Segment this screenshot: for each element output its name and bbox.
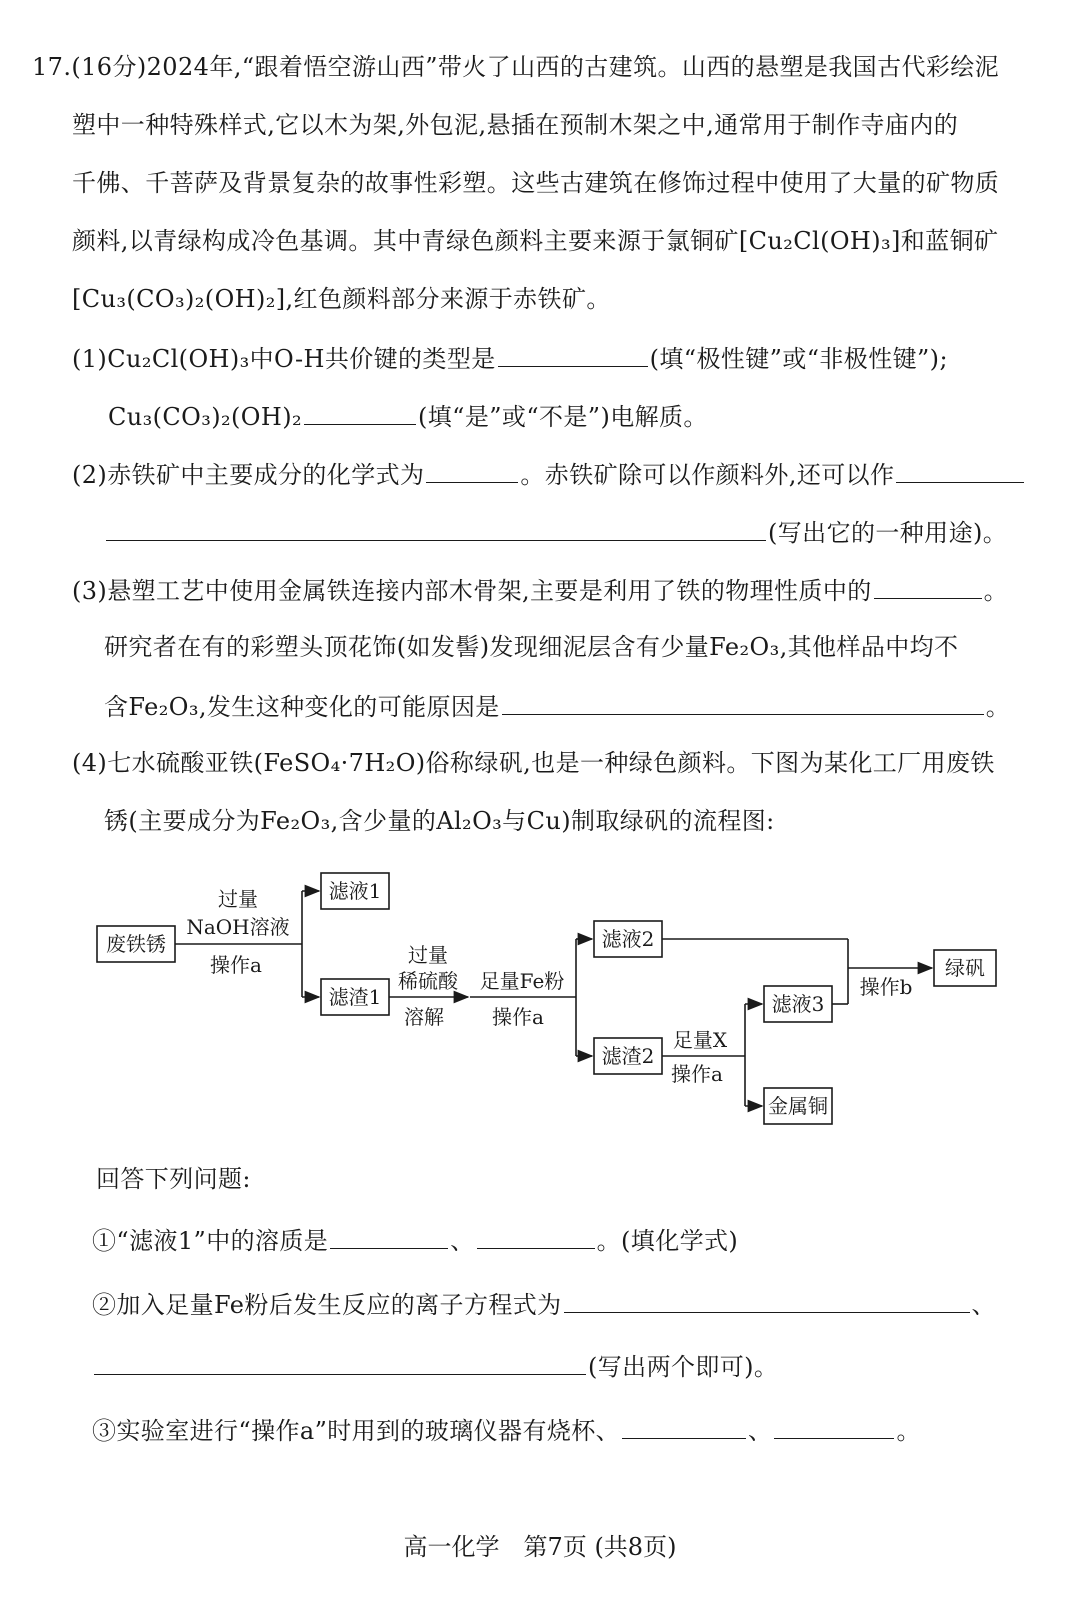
- q2-label: (2): [72, 461, 108, 489]
- box-filtrate2: 滤液2: [601, 927, 655, 951]
- q4-label: (4): [72, 749, 108, 777]
- sub1-text: ①“滤液1”中的溶质是: [92, 1227, 329, 1255]
- sub3-blank-1[interactable]: [622, 1412, 746, 1439]
- box-copper: 金属铜: [768, 1094, 828, 1118]
- page-footer: 高一化学 第7页 (共8页): [403, 1533, 677, 1561]
- sub3-line: [92, 1412, 921, 1448]
- sub1-hint: 。(填化学式): [596, 1227, 739, 1255]
- q3-text-a: 悬塑工艺中使用金属铁连接内部木骨架,主要是利用了铁的物理性质中的: [107, 577, 872, 605]
- sub3-sep: 、: [748, 1417, 773, 1445]
- q1-formula-b: Cu₃(CO₃)₂(OH)₂: [108, 403, 303, 431]
- sub3-blank-2[interactable]: [774, 1412, 894, 1439]
- q2-hint: (写出它的一种用途)。: [768, 519, 1008, 547]
- formula-chlorocopper: [Cu₂Cl(OH)₃]: [738, 227, 901, 255]
- sub2-sep: 、: [971, 1291, 996, 1319]
- label-step5: 操作b: [859, 975, 913, 999]
- q1-label: (1): [72, 345, 108, 373]
- label-step1-bot: 操作a: [210, 953, 262, 977]
- q3-line-2: 研究者在有的彩塑头顶花饰(如发髻)发现细泥层含有少量Fe₂O₃,其他样品中均不: [104, 633, 959, 661]
- label-step4-top: 足量X: [672, 1028, 728, 1052]
- intro-line-3: 千佛、千菩萨及背景复杂的故事性彩塑。这些古建筑在修饰过程中使用了大量的矿物质: [72, 169, 1000, 197]
- q4-line-2: 锈(主要成分为Fe₂O₃,含少量的Al₂O₃与Cu)制取绿矾的流程图:: [104, 807, 775, 835]
- box-product: 绿矾: [945, 956, 985, 980]
- label-step2-top: 过量: [408, 943, 448, 967]
- sub2-hint: (写出两个即可)。: [588, 1353, 779, 1381]
- formula-azurite: [Cu₃(CO₃)₂(OH)₂]: [72, 285, 286, 313]
- sub1-blank-1[interactable]: [330, 1222, 448, 1249]
- intro-line-4-tail: 和蓝铜矿: [900, 227, 999, 255]
- sub2-line-2: [92, 1348, 778, 1384]
- box-residue1: 滤渣1: [328, 985, 382, 1009]
- sub1-sep: 、: [450, 1227, 475, 1255]
- box-filtrate3: 滤液3: [771, 992, 825, 1016]
- sub1-line: [92, 1222, 738, 1258]
- q4-text-a: 七水硫酸亚铁(FeSO₄·7H₂O)俗称绿矾,也是一种绿色颜料。下图为某化工厂用废铁: [107, 749, 995, 777]
- q3-label: (3): [72, 577, 108, 605]
- label-step1-top: 过量: [218, 887, 258, 911]
- q1-hint-b: (填“是”或“不是”)电解质。: [418, 403, 708, 431]
- sub1-blank-2[interactable]: [477, 1222, 595, 1249]
- q3-end-a: 。: [983, 577, 1009, 605]
- intro-line-2: 塑中一种特殊样式,它以木为架,外包泥,悬插在预制木架之中,通常用于制作寺庙内的: [72, 111, 959, 139]
- sub2-blank-1[interactable]: [564, 1286, 970, 1313]
- sub2-blank-2[interactable]: [94, 1348, 586, 1375]
- box-rust: 废铁锈: [106, 932, 166, 956]
- q2-text-a: 赤铁矿中主要成分的化学式为: [107, 461, 425, 489]
- sub3-end: 。: [896, 1417, 921, 1445]
- label-step1-mid: NaOH溶液: [186, 915, 290, 939]
- sub2-line-1: [92, 1286, 996, 1322]
- intro-line-1: 2024年,“跟着悟空游山西”带火了山西的古建筑。山西的悬塑是我国古代彩绘泥: [146, 53, 1000, 81]
- q3-end-c: 。: [985, 693, 1011, 721]
- answer-intro: 回答下列问题:: [96, 1165, 251, 1193]
- sub3-text: ③实验室进行“操作a”时用到的玻璃仪器有烧杯、: [92, 1417, 621, 1445]
- label-step3-bot: 操作a: [492, 1005, 544, 1029]
- label-step4-bot: 操作a: [671, 1062, 723, 1086]
- intro-line-4-text: 颜料,以青绿构成冷色基调。其中青绿色颜料主要来源于氯铜矿: [72, 227, 739, 255]
- q1-hint-a: (填“极性键”或“非极性键”);: [649, 345, 948, 373]
- box-filtrate1: 滤液1: [328, 879, 382, 903]
- question-number: 17.: [32, 53, 72, 81]
- label-step2-mid: 稀硫酸: [398, 969, 458, 993]
- intro-line-5-text: ,红色颜料部分来源于赤铁矿。: [285, 285, 611, 313]
- label-step2-bot: 溶解: [404, 1005, 444, 1029]
- question-score: (16分): [71, 53, 147, 81]
- q1-text-a: Cu₂Cl(OH)₃中O-H共价键的类型是: [107, 345, 496, 373]
- box-residue2: 滤渣2: [601, 1044, 655, 1068]
- q3-text-c: 含Fe₂O₃,发生这种变化的可能原因是: [104, 693, 500, 721]
- sub2-text: ②加入足量Fe粉后发生反应的离子方程式为: [92, 1291, 562, 1319]
- q2-text-b: 。赤铁矿除可以作颜料外,还可以作: [520, 461, 895, 489]
- label-step3-top: 足量Fe粉: [479, 969, 565, 993]
